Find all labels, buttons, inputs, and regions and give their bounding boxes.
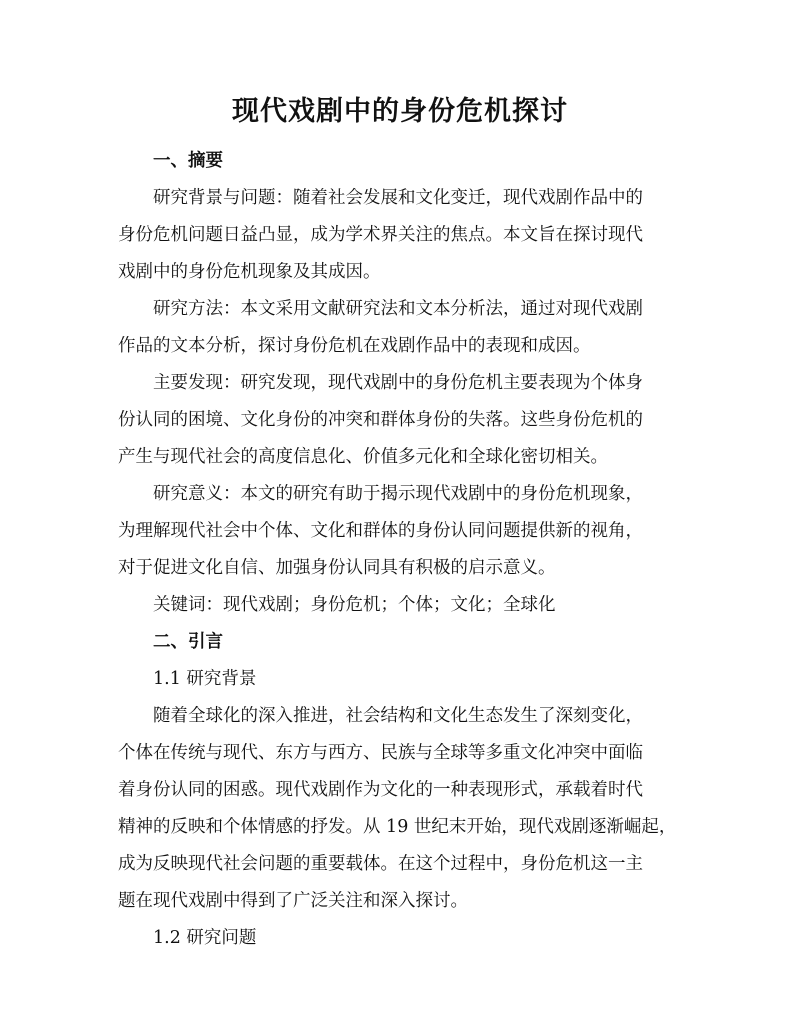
background-line: 身份危机问题日益凸显，成为学术界关注的焦点。本文旨在探讨现代 [118,225,643,245]
subsection-heading: 1.2 研究问题 [153,928,257,948]
background-paragraph-line: 随着全球化的深入推进，社会结构和文化生态发生了深刻变化， [153,706,643,726]
background-paragraph-line: 个体在传统与现代、东方与西方、民族与全球等多重文化冲突中面临 [118,743,643,763]
keywords-line: 关键词：现代戏剧；身份危机；个体；文化；全球化 [153,595,556,615]
significance-line: 为理解现代社会中个体、文化和群体的身份认同问题提供新的视角， [118,521,643,541]
findings-line: 主要发现：研究发现，现代戏剧中的身份危机主要表现为个体身 [153,373,643,393]
significance-line: 研究意义：本文的研究有助于揭示现代戏剧中的身份危机现象， [153,484,643,504]
method-line: 作品的文本分析，探讨身份危机在戏剧作品中的表现和成因。 [118,336,591,356]
background-paragraph-line: 着身份认同的困惑。现代戏剧作为文化的一种表现形式，承载着时代 [118,780,643,800]
significance-line: 对于促进文化自信、加强身份认同具有积极的启示意义。 [118,558,556,578]
intro-heading: 二、引言 [153,632,223,652]
background-paragraph-line: 成为反映现代社会问题的重要载体。在这个过程中，身份危机这一主 [118,854,643,874]
background-line: 研究背景与问题：随着社会发展和文化变迁，现代戏剧作品中的 [153,188,643,208]
background-paragraph-line: 精神的反映和个体情感的抒发。从 19 世纪末开始，现代戏剧逐渐崛起， [118,817,677,837]
background-paragraph-line: 题在现代戏剧中得到了广泛关注和深入探讨。 [118,891,468,911]
document-title: 现代戏剧中的身份危机探讨 [232,96,568,127]
abstract-heading: 一、摘要 [153,151,223,171]
findings-line: 产生与现代社会的高度信息化、价值多元化和全球化密切相关。 [118,447,608,467]
findings-line: 份认同的困境、文化身份的冲突和群体身份的失落。这些身份危机的 [118,410,643,430]
subsection-heading: 1.1 研究背景 [153,669,257,689]
document-body [118,143,688,957]
method-line: 研究方法：本文采用文献研究法和文本分析法，通过对现代戏剧 [153,299,643,319]
background-line: 戏剧中的身份危机现象及其成因。 [118,262,381,282]
